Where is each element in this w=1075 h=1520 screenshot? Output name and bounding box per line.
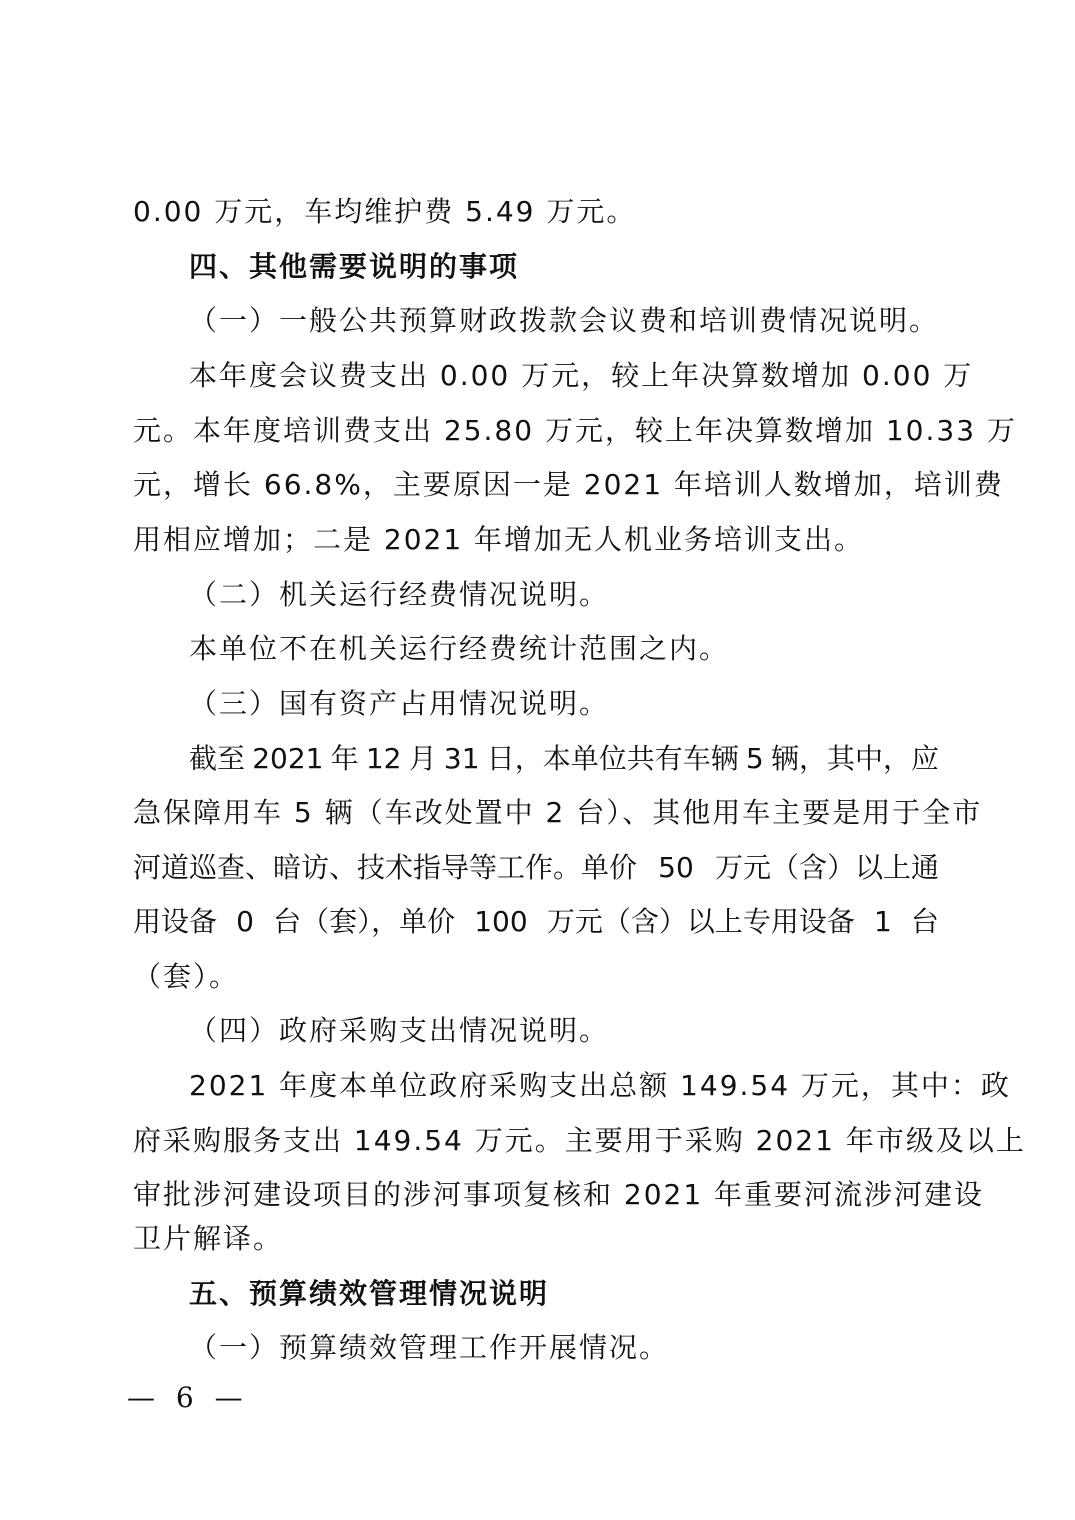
subsection-heading: （一）一般公共预算财政拨款会议费和培训费情况说明。 <box>189 304 940 337</box>
paragraph-line: （套）。 <box>133 960 240 993</box>
subsection-heading: （一）预算绩效管理工作开展情况。 <box>189 1331 670 1364</box>
page-number: — 6 — <box>127 1381 249 1414</box>
paragraph-line: 元。本年度培训费支出 25.80 万元，较上年决算数增加 10.33 万 <box>133 414 1017 447</box>
line-segment: 台（套），单价 <box>273 905 456 938</box>
line-segment: 万元（含）以上通 <box>714 851 939 884</box>
line-segment: 辆，其中，应 <box>770 742 939 775</box>
line-segment: 50 <box>658 851 694 884</box>
paragraph-line: 0.00 万元，车均维护费 5.49 万元。 <box>133 195 637 228</box>
paragraph-line <box>133 902 939 942</box>
line-segment: 1 <box>873 905 892 938</box>
line-segment: 月 <box>408 742 437 775</box>
line-segment: 台 <box>910 905 939 938</box>
section-heading: 五、预算绩效管理情况说明 <box>189 1277 550 1310</box>
paragraph-line: 元，增长 66.8%，主要原因一是 2021 年培训人数增加，培训费 <box>133 468 1004 501</box>
line-segment: 万元（含）以上专用设备 <box>546 905 855 938</box>
paragraph-line <box>189 739 939 779</box>
line-segment: 5 <box>745 742 764 775</box>
line-segment: 年 <box>330 742 359 775</box>
paragraph-line: 本单位不在机关运行经费统计范围之内。 <box>189 632 730 665</box>
paragraph-line: 卫片解译。 <box>133 1222 284 1255</box>
section-heading: 四、其他需要说明的事项 <box>189 250 520 283</box>
paragraph-line: 用相应增加；二是 2021 年增加无人机业务培训支出。 <box>133 523 865 556</box>
line-segment: 100 <box>474 905 528 938</box>
subsection-heading: （二）机关运行经费情况说明。 <box>189 578 610 611</box>
paragraph-line: 府采购服务支出 149.54 万元。主要用于采购 2021 年市级及以上 <box>133 1124 1026 1157</box>
subsection-heading: （四）政府采购支出情况说明。 <box>189 1014 610 1047</box>
paragraph-line <box>133 848 939 888</box>
line-segment: 12 <box>365 742 402 775</box>
line-segment: 日，本单位共有车辆 <box>486 742 739 775</box>
line-segment: 截至 <box>189 742 246 775</box>
paragraph-line: 审批涉河建设项目的涉河事项复核和 2021 年重要河流涉河建设 <box>133 1178 985 1211</box>
subsection-heading: （三）国有资产占用情况说明。 <box>189 687 610 720</box>
paragraph-line: 2021 年度本单位政府采购支出总额 149.54 万元，其中：政 <box>189 1069 1011 1102</box>
paragraph-line: 急保障用车 5 辆（车改处置中 2 台）、其他用车主要是用于全市 <box>133 796 983 829</box>
line-segment: 2021 <box>252 742 324 775</box>
line-segment: 用设备 <box>133 905 218 938</box>
paragraph-line: 本年度会议费支出 0.00 万元，较上年决算数增加 0.00 万 <box>189 359 974 392</box>
line-segment: 0 <box>236 905 254 938</box>
line-segment: 31 <box>443 742 480 775</box>
line-segment: 河道巡查、暗访、技术指导等工作。单价 <box>133 851 638 884</box>
